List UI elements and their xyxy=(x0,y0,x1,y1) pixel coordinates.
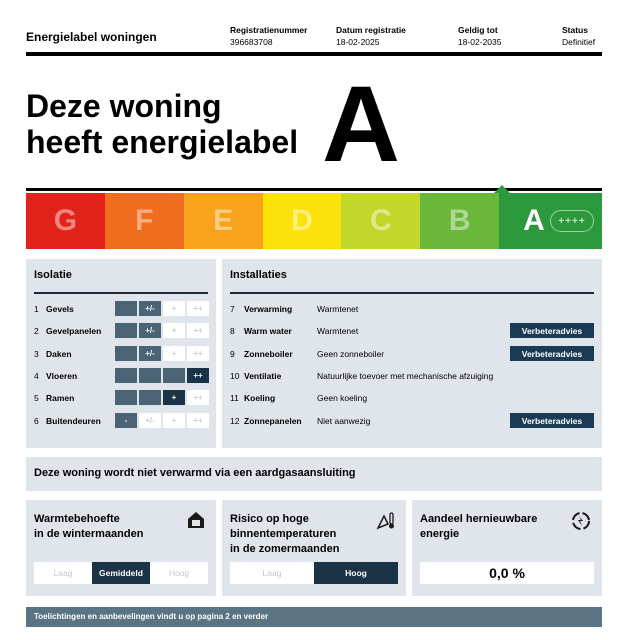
thermometer-icon xyxy=(376,510,396,535)
isolatie-rating-gevels: +/- + ++ xyxy=(115,301,209,316)
verbeteradvies-button-zonnepanelen[interactable]: Verbeteradvies xyxy=(510,413,594,428)
isolatie-row: 6 Buitendeuren xyxy=(34,416,101,426)
warmtebehoefte-panel xyxy=(26,500,216,596)
option-laag: Laag xyxy=(262,568,282,578)
headline: Deze woning heeft energielabel xyxy=(26,88,299,160)
house-icon xyxy=(186,510,206,535)
scale-segment-f: F xyxy=(105,193,184,249)
header-col-geldig-tot: Geldig tot 18-02-2035 xyxy=(458,25,502,47)
option-gemiddeld: Gemiddeld xyxy=(92,562,150,584)
warmtebehoefte-scale xyxy=(34,562,208,584)
risico-panel xyxy=(222,500,406,596)
isolatie-rating-vloeren: ++ xyxy=(115,368,209,383)
option-laag: Laag xyxy=(53,568,73,578)
risico-scale xyxy=(230,562,398,584)
verbeteradvies-button-zonneboiler[interactable]: Verbeteradvies xyxy=(510,346,594,361)
isolatie-title: Isolatie xyxy=(34,269,72,281)
isolatie-row: 3 Daken xyxy=(34,349,72,359)
installatie-row: 12 Zonnepanelen Niet aanwezig xyxy=(230,416,371,426)
isolatie-rating-gevelpanelen: +/- + ++ xyxy=(115,323,209,338)
big-energy-label: A xyxy=(322,63,400,184)
scale-segment-g: G xyxy=(26,193,105,249)
installatie-row: 8 Warm water Warmtenet xyxy=(230,326,359,336)
scale-divider xyxy=(26,188,602,191)
isolatie-divider xyxy=(34,292,208,294)
document-title: Energielabel woningen xyxy=(26,30,157,44)
isolatie-row: 2 Gevelpanelen xyxy=(34,326,102,336)
hernieuwbare-panel xyxy=(412,500,602,596)
document-header xyxy=(26,22,602,54)
scale-segment-a: A ++++ xyxy=(499,193,602,249)
recycle-icon xyxy=(570,510,592,537)
hernieuwbare-value: 0,0 % xyxy=(420,562,594,584)
risico-title: Risico op hoge binnentemperaturen in de zomermaanden xyxy=(230,513,340,555)
energy-scale xyxy=(26,193,602,249)
scale-segment-e: E xyxy=(184,193,263,249)
isolatie-row: 4 Vloeren xyxy=(34,371,78,381)
option-hoog: Hoog xyxy=(314,562,398,584)
header-col-status: Status Definitief xyxy=(562,25,596,47)
plus-pill: ++++ xyxy=(550,210,594,232)
isolatie-row: 1 Gevels xyxy=(34,304,74,314)
verbeteradvies-button-warm-water[interactable]: Verbeteradvies xyxy=(510,323,594,338)
scale-segment-b: B xyxy=(420,193,499,249)
scale-segment-c: C xyxy=(341,193,420,249)
isolatie-rating-ramen: + ++ xyxy=(115,390,209,405)
installatie-row: 10 Ventilatie Natuurlijke toevoer met mechanische afzuiging xyxy=(230,371,494,381)
installatie-row: 7 Verwarming Warmtenet xyxy=(230,304,359,314)
gas-connection-notice: Deze woning wordt niet verwarmd via een aardgasaansluiting xyxy=(26,457,602,491)
option-hoog: Hoog xyxy=(168,568,190,578)
installaties-divider xyxy=(230,292,594,294)
header-col-registratienummer: Registratienummer 396683708 xyxy=(230,25,308,47)
isolatie-row: 5 Ramen xyxy=(34,393,75,403)
scale-segment-d: D xyxy=(263,193,342,249)
installaties-title: Installaties xyxy=(230,269,287,281)
isolatie-rating-buitendeuren: - +/- + ++ xyxy=(115,413,209,428)
installatie-row: 9 Zonneboiler Geen zonneboiler xyxy=(230,349,385,359)
hernieuwbare-title: Aandeel hernieuwbare energie xyxy=(420,513,538,540)
installaties-panel xyxy=(222,259,602,448)
warmtebehoefte-title: Warmtebehoefte in de wintermaanden xyxy=(34,513,144,540)
header-divider xyxy=(26,52,602,56)
header-col-datum-registratie: Datum registratie 18-02-2025 xyxy=(336,25,406,47)
installatie-row: 11 Koeling Geen koeling xyxy=(230,393,368,403)
isolatie-panel xyxy=(26,259,216,448)
footer-note: Toelichtingen en aanbevelingen vindt u op pagina 2 en verder xyxy=(26,607,602,627)
isolatie-rating-daken: +/- + ++ xyxy=(115,346,209,361)
